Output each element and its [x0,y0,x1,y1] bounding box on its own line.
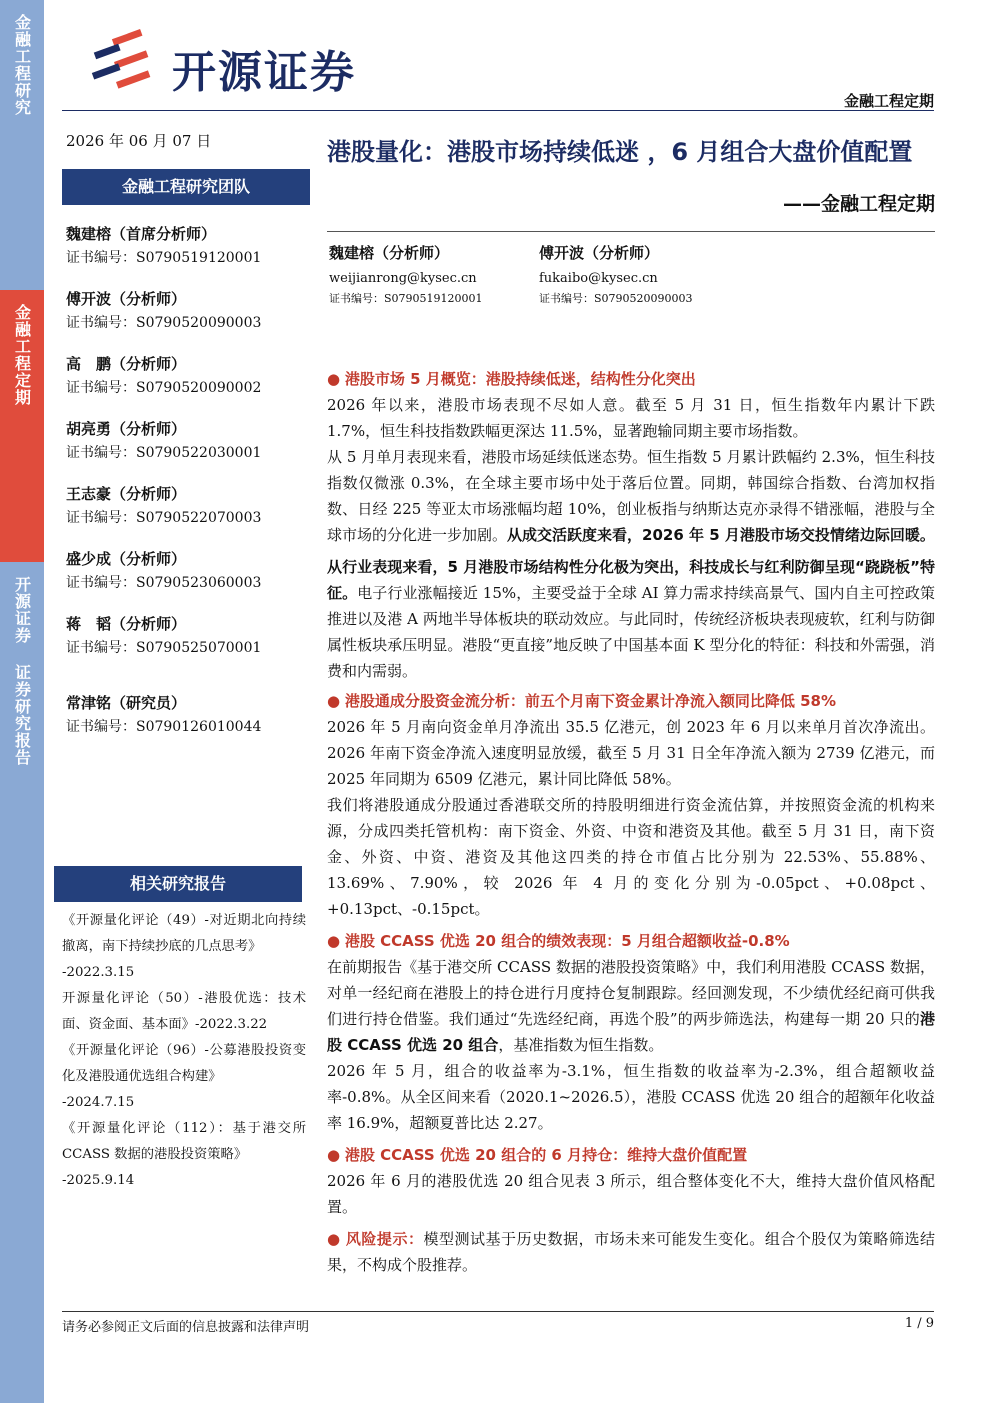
bullet-icon: ● [327,370,341,388]
related-reports-list [62,908,306,1194]
analyst-cert: 证书编号：S0790522070003 [66,510,262,526]
paragraph: 2026 年 6 月的港股优选 20 组合见表 3 所示，组合整体变化不大，维持大盘价值风格配置。 [327,1172,935,1216]
related-report-item[interactable]: 《开源量化评论（96）-公募港股投资变化及港股通优选组合构建》 [62,1043,306,1084]
related-reports-title: 相关研究报告 [54,866,302,902]
analyst-cert: 证书编号：S0790523060003 [66,575,262,591]
analyst-name: 高 鹏（分析师） [66,355,187,373]
left-column [62,130,310,757]
author-name: 魏建榕（分析师） [329,244,450,262]
team-title: 金融工程研究团队 [62,169,310,205]
page-header [62,18,934,110]
footer-disclaimer: 请务必参阅正文后面的信息披露和法律声明 [62,1320,310,1335]
author-2 [539,242,693,306]
related-report-date: -2025.9.14 [62,1173,135,1188]
author-1 [329,242,483,306]
related-report-item[interactable]: 开源量化评论（50）-港股优选：技术面、资金面、基本面》-2022.3.22 [62,991,306,1032]
analyst-name: 常津铭（研究员） [66,694,187,712]
paragraph: 从 5 月单月表现来看，港股市场延续低迷态势。恒生指数 5 月累计跌幅约 2.3%，恒生科技指数仅微涨 0.3%，在全球主要市场中处于落后位置。同期，韩国综合指数、台湾加权指数、日经 225 等亚太市场涨幅均超 10%，创业板指与纳斯达克亦录得不错涨幅，港股与全球市场的分化进一步加剧。从成交活跃度来看，2026 年 5 月港股市场交投情绪边际回暖。 [327,448,935,544]
analyst-name: 胡亮勇（分析师） [66,420,187,438]
section-heading: ● 港股 CCASS 优选 20 组合的绩效表现：5 月组合超额收益-0.8% [327,932,790,950]
bullet-icon: ● [327,1230,341,1248]
analyst-cert: 证书编号：S0790520090002 [66,380,262,396]
bullet-icon: ● [327,692,341,710]
related-report-date: -2022.3.15 [62,965,135,980]
bullet-icon: ● [327,932,341,950]
analyst-cert: 证书编号：S0790519120001 [66,250,262,266]
author-email[interactable]: weijianrong@kysec.cn [329,271,477,286]
footer-divider [62,1311,934,1312]
analyst-list [62,223,310,757]
brand-logo-icon [90,28,160,94]
related-report-item[interactable]: 《开源量化评论（112）：基于港交所 CCASS 数据的港股投资策略》 [62,1121,306,1162]
related-report-item[interactable]: 《开源量化评论（49）-对近期北向持续撤离，南下持续抄底的几点思考》 [62,913,306,954]
related-report-date: -2024.7.15 [62,1095,135,1110]
analyst-cert: 证书编号：S0790126010044 [66,719,262,735]
analyst-name: 盛少成（分析师） [66,550,187,568]
paragraph: 2026 年 5 月南向资金单月净流出 35.5 亿港元，创 2023 年 6 月以来单月首次净流出。2026 年南下资金净流入速度明显放缓，截至 5 月 31 日全年净流入额为 2739 亿港元，而 2025 年同期为 6509 亿港元，累计同比降低 58%。 [327,718,935,788]
sidebar [0,0,44,1403]
paragraph: 2026 年以来，港股市场表现不尽如人意。截至 5 月 31 日，恒生指数年内累计下跌 1.7%，恒生科技指数跌幅更深达 11.5%，显著跑输同期主要市场指数。 [327,396,935,440]
analyst-name: 蒋 韬（分析师） [66,615,187,633]
paragraph: 2026 年 5 月，组合的收益率为-3.1%，恒生指数的收益率为-2.3%，组合超额收益率-0.8%。从全区间来看（2020.1~2026.5），港股 CCASS 优选 20 组合的超额年化收益率 16.9%，超额夏普比达 2.27。 [327,1062,935,1132]
title-block [327,128,935,305]
section-heading: ● 港股通成分股资金流分析：前五个月南下资金累计净流入额同比降低 58% [327,692,837,710]
report-date: 2026 年 06 月 07 日 [66,132,212,150]
sidebar-segment-brand: 开源证券 证券研究报告 [0,562,44,1403]
analyst-cert: 证书编号：S0790525070001 [66,640,262,656]
author-block [327,232,935,305]
analyst-cert: 证书编号：S0790520090003 [66,315,262,331]
paragraph: 从行业表现来看，5 月港股市场结构性分化极为突出，科技成长与红利防御呈现“跷跷板”特征。电子行业涨幅接近 15%，主要受益于全球 AI 算力需求持续高景气、国内自主可控政策推进以及港 A 两地半导体板块的联动效应。与此同时，传统经济板块表现疲软，红利与防御属性板块承压明显。港股“更直接”地反映了中国基本面 K 型分化的特征：科技和外需强，消费和内需弱。 [327,558,935,680]
section-heading: ● 港股市场 5 月概览：港股持续低迷，结构性分化突出 [327,370,696,388]
analyst-name: 魏建榕（首席分析师） [66,225,217,243]
author-cert: 证书编号：S0790519120001 [329,292,483,305]
analyst-cert: 证书编号：S0790522030001 [66,445,262,461]
report-body [327,366,935,1278]
header-divider [62,110,934,111]
author-email[interactable]: fukaibo@kysec.cn [539,271,658,286]
analyst-name: 王志豪（分析师） [66,485,187,503]
report-subtitle: ——金融工程定期 [782,193,935,215]
header-category-label: 金融工程定期 [843,92,934,110]
sidebar-segment-periodic: 金融工程定期 [0,290,44,562]
section-heading: ● 港股 CCASS 优选 20 组合的 6 月持仓：维持大盘价值配置 [327,1146,748,1164]
paragraph: 我们将港股通成分股通过香港联交所的持股明细进行资金流估算，并按照资金流的机构来源，分成四类托管机构：南下资金、外资、中资和港资及其他。截至 5 月 31 日，南下资金、外资、中资、港资及其他这四类的持仓市值占比分别为 22.53%、55.88%、13.69%、7.90%，较 2026 年 4 月的变化分别为-0.05pct、+0.08pct、+0.13pct、-0.15pct。 [327,796,935,918]
sidebar-segment-research: 金融工程研究 [0,0,44,290]
risk-warning: ● 风险提示：模型测试基于历史数据，市场未来可能发生变化。组合个股仅为策略筛选结果，不构成个股推荐。 [327,1230,935,1274]
report-title: 港股量化：港股市场持续低迷 ，6 月组合大盘价值配置 [327,138,913,166]
bullet-icon: ● [327,1146,341,1164]
author-cert: 证书编号：S0790520090003 [539,292,693,305]
brand-name: 开源证券 [172,47,356,98]
paragraph: 在前期报告《基于港交所 CCASS 数据的港股投资策略》中，我们利用港股 CCASS 数据，对单一经纪商在港股上的持仓进行月度持仓复制跟踪。经回测发现，不少绩优经纪商可供我们进行持仓借鉴。我们通过“先选经纪商，再选个股”的两步筛选法，构建每一期 20 只的港股 CCASS 优选 20 组合，基准指数为恒生指数。 [327,958,935,1054]
analyst-name: 傅开波（分析师） [66,290,187,308]
author-name: 傅开波（分析师） [539,244,660,262]
page-number: 1 / 9 [904,1316,934,1331]
